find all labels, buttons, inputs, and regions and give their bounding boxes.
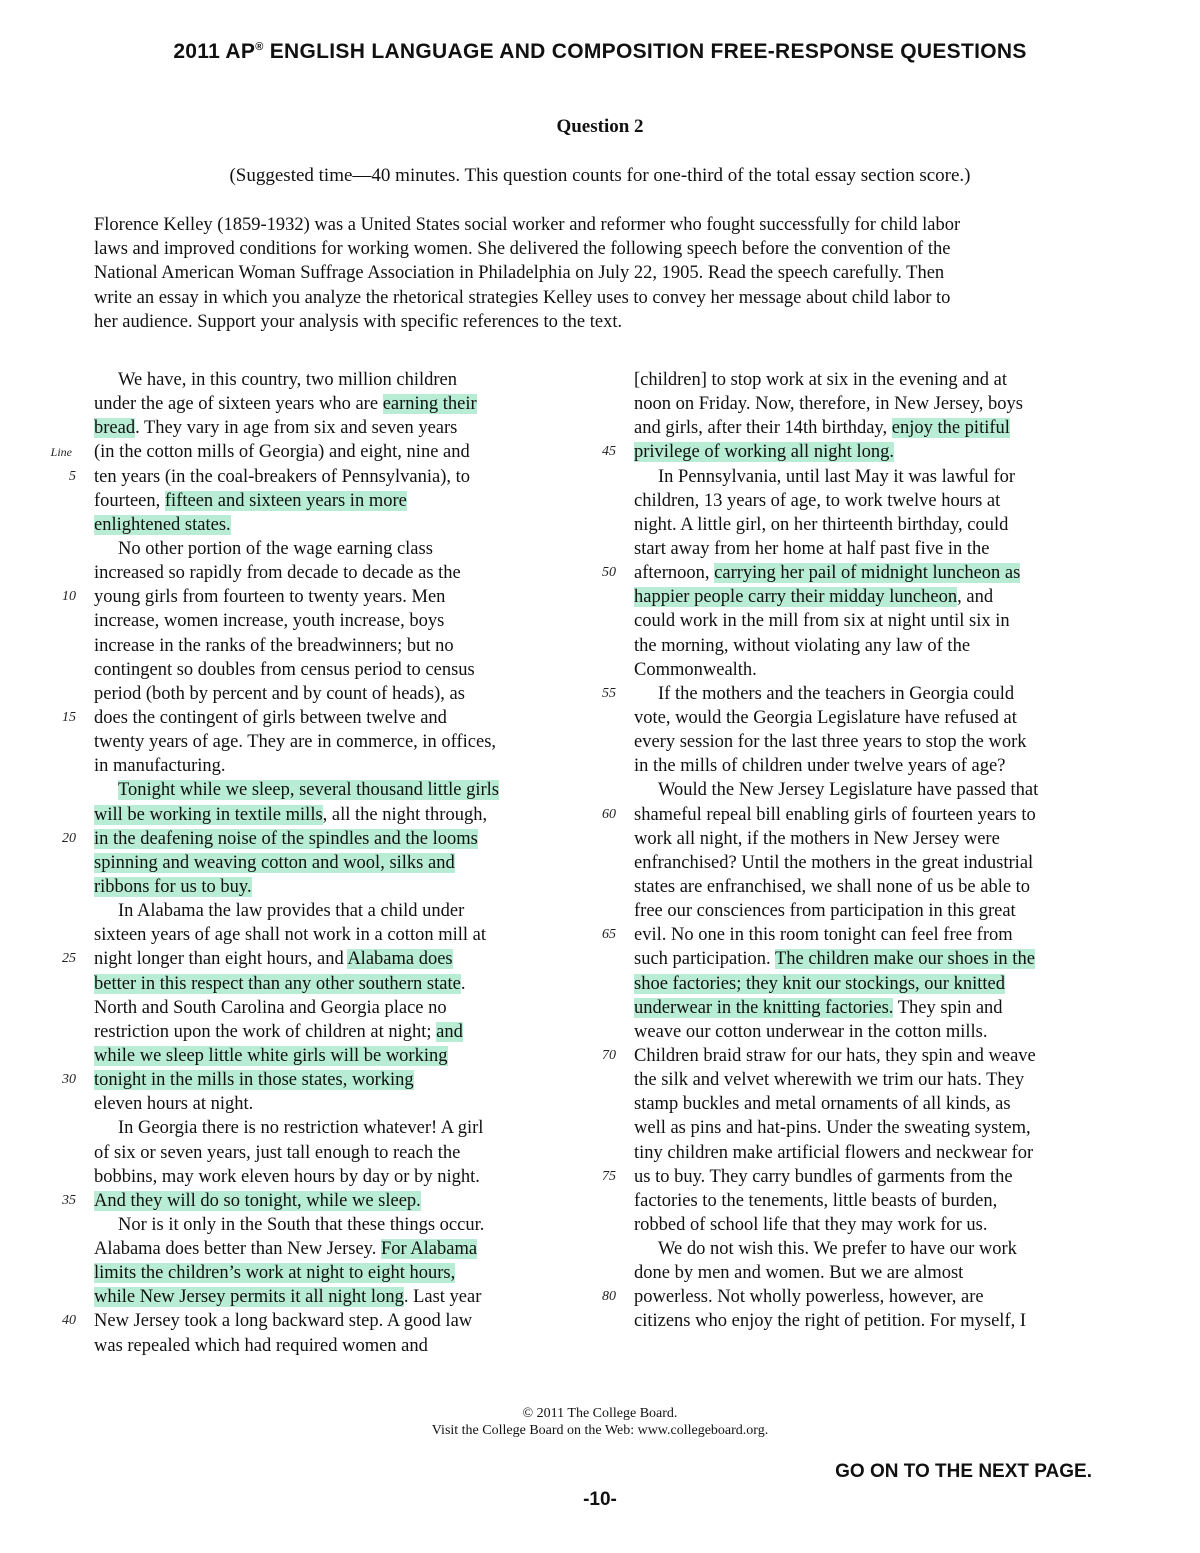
line-number: 25: [62, 951, 76, 967]
passage-text: shameful repeal bill enabling girls of fourteen years to: [634, 804, 1036, 825]
passage-text: evil. No one in this room tonight can feel free from: [634, 925, 1013, 946]
passage-line: [634, 1261, 1109, 1285]
passage-line: [94, 851, 569, 875]
line-number: 65: [602, 927, 616, 943]
passage-text: done by men and women. But we are almost: [634, 1263, 964, 1284]
passage-line: [94, 899, 569, 923]
passage-text: period (both by percent and by count of heads), as: [94, 683, 465, 704]
passage-line: [94, 609, 569, 633]
passage-line: [94, 368, 569, 392]
passage-text: twenty years of age. They are in commerce, in offices,: [94, 732, 497, 753]
passage-line: [62, 827, 569, 851]
passage-line: [94, 875, 569, 899]
passage-line: [94, 1044, 569, 1068]
passage-text: [children] to stop work at six in the evening and at: [634, 370, 1007, 390]
highlighted-text: fifteen and sixteen years in more: [164, 490, 407, 511]
line-number: 70: [602, 1047, 616, 1063]
passage-line: [94, 1092, 569, 1116]
highlighted-text: while New Jersey permits it all night long: [94, 1287, 404, 1308]
line-number: Line: [50, 445, 72, 460]
passage-text: work all night, if the mothers in New Jersey were: [634, 828, 1000, 849]
suggested-time: (Suggested time—40 minutes. This question counts for one-third of the total essay section score.): [229, 165, 971, 186]
passage-line: [634, 513, 1109, 537]
passage-text: night. A little girl, on her thirteenth birthday, could: [634, 514, 1009, 535]
passage-line: [634, 875, 1109, 899]
passage-text: Children braid straw for our hats, they spin and weave: [634, 1045, 1036, 1066]
passage-line: [634, 658, 1109, 682]
passage-text: states are enfranchised, we shall none of us be able to: [634, 876, 1031, 897]
passage-line: [634, 368, 1109, 392]
passage-text: the morning, without violating any law of the: [634, 635, 971, 656]
passage-line: [602, 1165, 1109, 1189]
passage-text: such participation.: [634, 949, 775, 970]
line-number: 35: [62, 1192, 76, 1208]
passage-text: the silk and velvet wherewith we trim our hats. They: [634, 1070, 1025, 1091]
highlighted-text: earning their: [382, 394, 477, 415]
passage-text: increase in the ranks of the breadwinners; but no: [94, 635, 454, 656]
question-title: Question 2: [556, 116, 644, 137]
passage-text: They spin and: [893, 997, 1003, 1018]
highlighted-text: tonight in the mills in those states, working: [94, 1070, 414, 1091]
highlighted-text: will be working in textile mills: [94, 804, 323, 825]
passage-text: , all the night through,: [322, 804, 488, 825]
passage-text: robbed of school life that they may work for us.: [634, 1214, 988, 1235]
passage-line: [94, 489, 569, 513]
passage-text: and girls, after their 14th birthday,: [634, 418, 892, 439]
passage-text: New Jersey took a long backward step. A good law: [94, 1311, 473, 1332]
passage-line: [94, 1165, 569, 1189]
passage-text: No other portion of the wage earning class: [118, 538, 433, 559]
passage-line: [62, 1068, 569, 1092]
passage-line: [634, 1189, 1109, 1213]
passage-text: enfranchised? Until the mothers in the great industrial: [634, 852, 1034, 873]
passage-right-column: [602, 368, 1109, 1334]
passage-text: vote, would the Georgia Legislature have refused at: [634, 707, 1017, 728]
visit-web-text: Visit the College Board on the Web: www.collegeboard.org.: [431, 1423, 769, 1438]
passage-text: of six or seven years, just tall enough to reach the: [94, 1142, 461, 1163]
passage-line: [94, 1020, 569, 1044]
passage-line: [94, 392, 569, 416]
passage-line: [634, 609, 1109, 633]
passage-line: [602, 1044, 1109, 1068]
passage-line: [50, 440, 569, 464]
line-number: 30: [62, 1072, 76, 1088]
passage-text: night longer than eight hours, and: [94, 949, 348, 970]
passage-text: does the contingent of girls between twelve and: [94, 707, 447, 728]
passage-text: powerless. Not wholly powerless, however, are: [634, 1287, 984, 1308]
line-number: 75: [602, 1168, 616, 1184]
passage-left-column: [50, 368, 569, 1358]
passage-text: every session for the last three years to stop the work: [634, 732, 1027, 753]
highlighted-text: happier people carry their midday luncheon: [634, 587, 958, 608]
passage-line: [62, 1189, 569, 1213]
passage-line: [94, 1116, 569, 1140]
passage-line: [634, 851, 1109, 875]
passage-line: [94, 730, 569, 754]
passage-line: [634, 706, 1109, 730]
passage-text: sixteen years of age shall not work in a cotton mill at: [94, 925, 486, 946]
passage-text: Would the New Jersey Legislature have passed that: [658, 780, 1039, 801]
header-title-suffix: ENGLISH LANGUAGE AND COMPOSITION FREE-RESPONSE QUESTIONS: [263, 40, 1027, 63]
highlighted-text: For Alabama: [381, 1239, 478, 1260]
highlighted-text: spinning and weaving cotton and wool, silks and: [94, 852, 455, 873]
passage-line: [634, 1068, 1109, 1092]
passage-line: [634, 996, 1109, 1020]
passage-text: In Georgia there is no restriction whatever! A girl: [118, 1118, 484, 1139]
passage-line: [634, 416, 1109, 440]
highlighted-text: while we sleep little white girls will be working: [94, 1045, 448, 1066]
passage-line: [634, 1020, 1109, 1044]
passage-line: [94, 803, 569, 827]
highlighted-text: better in this respect than any other southern state: [94, 973, 461, 994]
intro-line: laws and improved conditions for working women. She delivered the following speech before the convention of the: [94, 239, 951, 260]
passage-line: [94, 754, 569, 778]
passage-text: eleven hours at night.: [94, 1094, 254, 1115]
passage-line: [94, 1141, 569, 1165]
passage-line: [94, 561, 569, 585]
next-page-label: GO ON TO THE NEXT PAGE.: [835, 1461, 1092, 1482]
passage-line: [94, 996, 569, 1020]
passage-text: bobbins, may work eleven hours by day or by night.: [94, 1166, 480, 1187]
highlighted-text: privilege of working all night long.: [634, 442, 894, 463]
header-title-prefix: 2011 AP: [173, 40, 256, 63]
page-header: [0, 40, 1200, 64]
passage-text: (in the cotton mills of Georgia) and eight, nine and: [94, 442, 470, 463]
passage-line: [602, 682, 1109, 706]
passage-line: [634, 972, 1109, 996]
highlighted-text: The children make our shoes in the: [774, 949, 1035, 970]
passage-line: [602, 1285, 1109, 1309]
highlighted-text: in the deafening noise of the spindles and the looms: [94, 828, 478, 849]
passage-line: [94, 658, 569, 682]
passage-text: was repealed which had required women and: [94, 1335, 428, 1356]
passage-text: fourteen,: [94, 490, 165, 511]
passage-line: [634, 1213, 1109, 1237]
highlighted-text: And they will do so tonight, while we sleep.: [94, 1190, 421, 1211]
passage-text: increase, women increase, youth increase, boys: [94, 611, 445, 632]
passage-text: afternoon,: [634, 563, 715, 584]
passage-text: We do not wish this. We prefer to have our work: [658, 1239, 1017, 1260]
line-number: 20: [62, 830, 76, 846]
passage-line: [634, 947, 1109, 971]
intro-line: Florence Kelley (1859-1932) was a United States social worker and reformer who fought successfully for child labor: [94, 215, 961, 235]
passage-text: increased so rapidly from decade to decade as the: [94, 563, 461, 584]
highlighted-text: underwear in the knitting factories.: [634, 997, 894, 1018]
line-number: 10: [62, 589, 76, 605]
line-number: 50: [602, 565, 616, 581]
passage-text: under the age of sixteen years who are: [94, 394, 383, 415]
highlighted-text: limits the children’s work at night to eight hours,: [94, 1263, 456, 1284]
highlighted-text: and: [436, 1021, 463, 1042]
highlighted-text: ribbons for us to buy.: [94, 876, 252, 897]
intro-prompt: [94, 213, 1114, 334]
passage-text: free our consciences from participation in this great: [634, 901, 1016, 922]
passage-text: restriction upon the work of children at night;: [94, 1021, 437, 1042]
passage-text: start away from her home at half past five in the: [634, 538, 990, 559]
passage-text: Alabama does better than New Jersey.: [94, 1239, 381, 1260]
line-number: 5: [69, 468, 76, 484]
passage-text: stamp buckles and metal ornaments of all kinds, as: [634, 1094, 1011, 1115]
highlighted-text: shoe factories; they knit our stockings, our knitted: [634, 973, 1005, 994]
passage-text: North and South Carolina and Georgia place no: [94, 997, 447, 1018]
line-number: 15: [62, 709, 76, 725]
intro-line: her audience. Support your analysis with specific references to the text.: [94, 311, 623, 332]
passage-text: in the mills of children under twelve years of age?: [634, 756, 1006, 777]
passage-line: [634, 1116, 1109, 1140]
passage-line: [634, 778, 1109, 802]
passage-text: us to buy. They carry bundles of garments from the: [634, 1166, 1013, 1187]
passage-text: factories to the tenements, little beasts of burden,: [634, 1190, 998, 1211]
passage-line: [602, 561, 1109, 585]
passage-line: [94, 1237, 569, 1261]
passage-text: well as pins and hat-pins. Under the sweating system,: [634, 1118, 1031, 1139]
passage-line: [634, 730, 1109, 754]
page-number: -10-: [583, 1489, 617, 1510]
highlighted-text: carrying her pail of midnight luncheon as: [714, 563, 1021, 584]
line-number: 55: [602, 685, 616, 701]
line-number: 45: [602, 444, 616, 460]
passage-line: [634, 1141, 1109, 1165]
passage-text: Commonwealth.: [634, 659, 757, 680]
passage-line: [634, 1237, 1109, 1261]
passage-line: [634, 392, 1109, 416]
passage-line: [634, 754, 1109, 778]
passage-line: [634, 585, 1109, 609]
intro-line: National American Woman Suffrage Association in Philadelphia on July 22, 1905. Read the speech carefully. Then: [94, 263, 945, 284]
highlighted-text: enjoy the pitiful: [891, 418, 1010, 439]
passage-line: [94, 537, 569, 561]
passage-line: [94, 513, 569, 537]
passage-text: We have, in this country, two million children: [118, 370, 457, 390]
passage-text: noon on Friday. Now, therefore, in New Jersey, boys: [634, 394, 1023, 415]
passage-line: [634, 1092, 1109, 1116]
passage-line: [94, 972, 569, 996]
passage-line: [94, 1261, 569, 1285]
line-number: 80: [602, 1289, 616, 1305]
passage-line: [62, 585, 569, 609]
passage-line: [94, 682, 569, 706]
passage-text: In Alabama the law provides that a child under: [118, 901, 465, 922]
line-number: 60: [602, 806, 616, 822]
passage-line: [634, 827, 1109, 851]
passage-line: [634, 465, 1109, 489]
passage-text: tiny children make artificial flowers and neckwear for: [634, 1142, 1034, 1163]
passage-text: citizens who enjoy the right of petition. For myself, I: [634, 1311, 1027, 1332]
passage-line: [94, 923, 569, 947]
passage-text: weave our cotton underwear in the cotton mills.: [634, 1021, 988, 1042]
passage-line: [602, 440, 1109, 464]
passage-line: [602, 803, 1109, 827]
passage-text: , and: [957, 587, 994, 608]
passage-text: . They vary in age from six and seven years: [135, 418, 458, 439]
highlighted-text: bread: [94, 418, 136, 439]
highlighted-text: enlightened states.: [94, 514, 231, 535]
passage-line: [94, 1334, 569, 1358]
passage-line: [634, 634, 1109, 658]
footer: [0, 1405, 1200, 1439]
copyright-text: © 2011 The College Board.: [522, 1406, 678, 1421]
passage-text: young girls from fourteen to twenty years. Men: [94, 587, 446, 608]
line-number: 40: [62, 1313, 76, 1329]
passage-line: [634, 1309, 1109, 1333]
passage-text: ten years (in the coal-breakers of Pennsylvania), to: [94, 466, 471, 487]
passage-text: In Pennsylvania, until last May it was lawful for: [658, 466, 1016, 487]
passage-line: [634, 537, 1109, 561]
passage-line: [62, 947, 569, 971]
passage-line: [634, 899, 1109, 923]
passage-line: [634, 489, 1109, 513]
intro-line: write an essay in which you analyze the rhetorical strategies Kelley uses to convey her message about child labor to: [94, 287, 951, 308]
passage-line: [94, 1213, 569, 1237]
registered-mark: ®: [255, 41, 264, 53]
passage-line: [94, 778, 569, 802]
passage-text: contingent so doubles from census period to census: [94, 659, 475, 680]
passage-text: could work in the mill from six at night until six in: [634, 611, 1010, 632]
passage-line: [62, 1309, 569, 1333]
passage-text: If the mothers and the teachers in Georgia could: [658, 683, 1015, 704]
passage-text: .: [460, 973, 466, 994]
highlighted-text: Tonight while we sleep, several thousand little girls: [118, 780, 499, 801]
passage-text: . Last year: [403, 1287, 482, 1308]
passage-text: children, 13 years of age, to work twelve hours at: [634, 490, 1001, 511]
highlighted-text: Alabama does: [347, 949, 453, 970]
passage-line: [94, 1285, 569, 1309]
passage-text: in manufacturing.: [94, 756, 226, 777]
passage-line: [62, 706, 569, 730]
passage-line: [69, 465, 569, 489]
passage-line: [602, 923, 1109, 947]
passage-line: [94, 634, 569, 658]
passage-text: Nor is it only in the South that these things occur.: [118, 1214, 485, 1235]
passage-line: [94, 416, 569, 440]
